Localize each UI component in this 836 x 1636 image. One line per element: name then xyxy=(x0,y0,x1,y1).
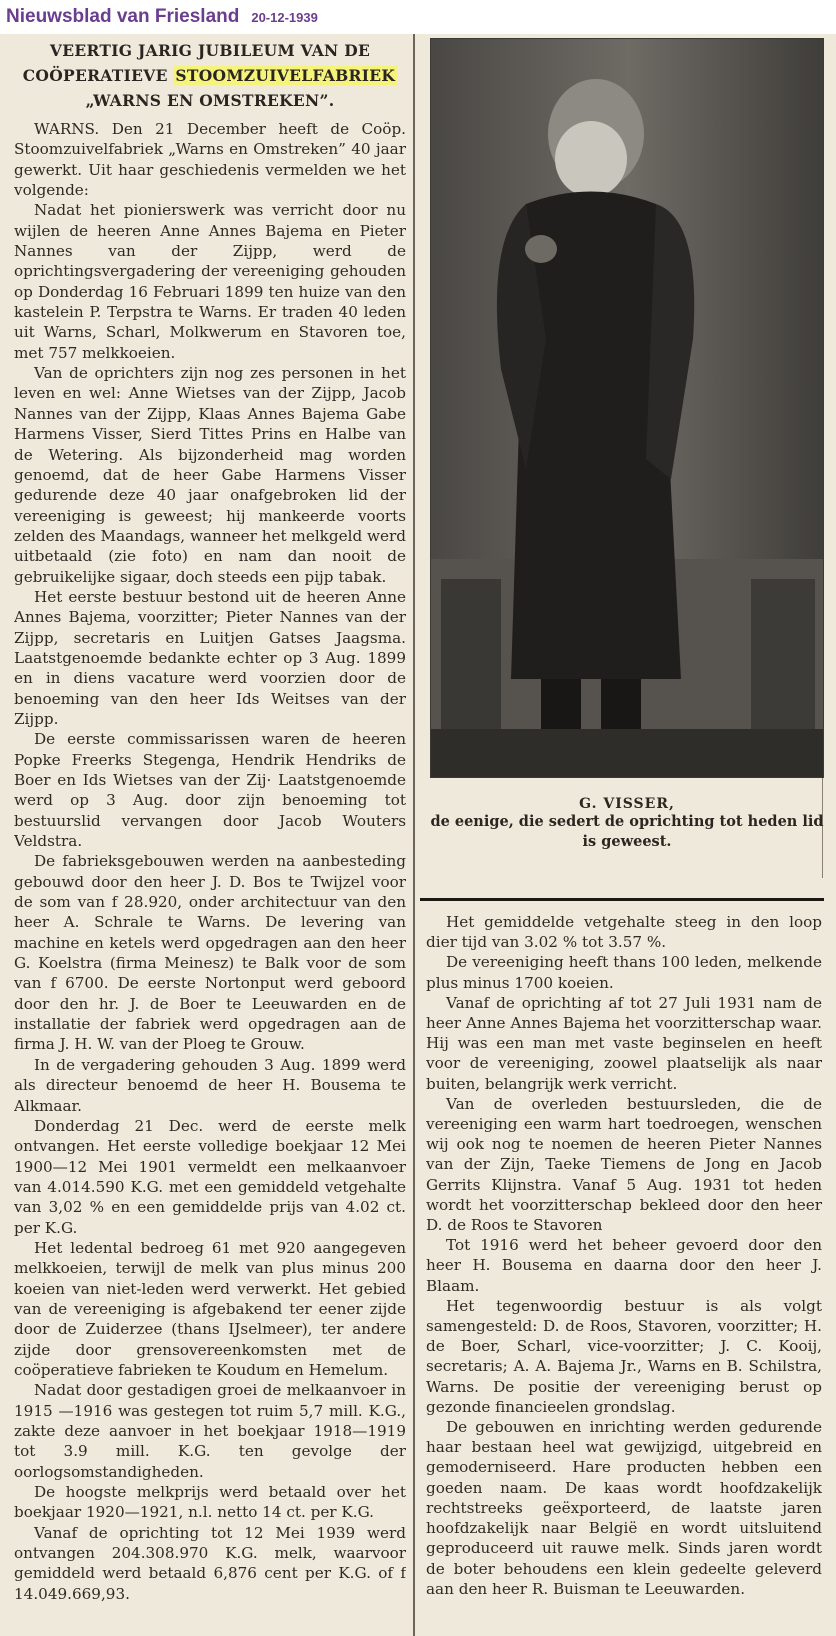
article-paragraph: De eerste commissarissen waren de heeren Popke Freerks Stegenga, Hendrik Hendriks de Boer en Ids Wietses van der Zij· Laatstgenoemde werd op 3 Aug. door zijn benoeming tot bestuurslid vervangen door Jacob Wouters Veldstra. xyxy=(14,730,406,851)
photo-caption xyxy=(426,796,828,852)
photo-image xyxy=(431,39,824,778)
article-paragraph: De fabrieksgebouwen werden na aanbesteding gebouwd door den heer J. D. Bos te Twijzel voor de som van f 28.920, onder architectuur van den heer A. Schrale te Warns. De levering van machine en ketels werd opgedragen aan den heer G. Koelstra (firma Meinesz) te Balk voor de som van f 6700. De eerste Nortonput werd geboord door den hr. J. de Boer te Leeuwarden en de installatie der fabriek werd opgedragen aan de firma J. H. W. van der Ploeg te Grouw. xyxy=(14,852,406,1054)
article-paragraph: De hoogste melkprijs werd betaald over het boekjaar 1920—1921, n.l. netto 14 ct. per K.G. xyxy=(14,1483,406,1522)
article-paragraph: Het eerste bestuur bestond uit de heeren Anne Annes Bajema, voorzitter; Pieter Nannes van der Zijpp, secretaris en Luitjen Gatses Jaagsma. Laatstgenoemde bedankte echter op 3 Aug. 1899 en in diens vacature werd voorzien door de benoeming van den heer Ids Weitses van der Zijpp. xyxy=(14,587,406,728)
article-paragraph: WARNS. Den 21 December heeft de Coöp. Stoomzuivelfabriek „Warns en Omstreken” 40 jaar gewerkt. Uit haar geschiedenis vermelden we het volgende: xyxy=(14,120,406,200)
article-paragraph: Van de overleden bestuursleden, die de vereeniging een warm hart toedroegen, wenschen wij ook nog te noemen de heeren Pieter Nannes van der Zijn, Taeke Tiemens de Jong en Jacob Gerrits Klijnstra. Vanaf 5 Aug. 1931 tot heden wordt het voorzitterschap bekleed door den heer D. de Roos te Stavoren xyxy=(426,1094,822,1235)
article-paragraph: Nadat het pionierswerk was verricht door nu wijlen de heeren Anne Annes Bajema en Pieter Nannes van der Zijpp, werd de oprichtingsvergadering der vereeniging gehouden op Donderdag 16 Februari 1899 ten huize van den kastelein P. Terpstra te Warns. Er traden 40 leden uit Warns, Scharl, Molkwerum en Stavoren toe, met 757 melkkoeien. xyxy=(14,201,406,362)
article-paragraph: Vanaf de oprichting af tot 27 Juli 1931 nam de heer Anne Annes Bajema het voorzitterschap waar. Hij was een man met vaste beginselen en heeft voor de vereeniging, zoowel plaatselijk als naar buiten, belangrijk werk verricht. xyxy=(426,993,822,1093)
issue-date: 20-12-1939 xyxy=(251,9,318,25)
headline-line-2 xyxy=(14,63,406,88)
clipping-header xyxy=(0,0,836,34)
headline-word: COÖPERATIEVE xyxy=(22,66,168,85)
column-divider xyxy=(413,34,415,1636)
article-paragraph: De vereeniging heeft thans 100 leden, melkende plus minus 1700 koeien. xyxy=(426,953,822,992)
portrait-photo xyxy=(430,38,824,778)
article-paragraph: Tot 1916 werd het beheer gevoerd door den heer H. Bousema en daarna door den heer J. Blaam. xyxy=(426,1236,822,1295)
headline-line-1: VEERTIG JARIG JUBILEUM VAN DE xyxy=(49,41,371,60)
article-paragraph: Het gemiddelde vetgehalte steeg in den loop dier tijd van 3.02 % tot 3.57 %. xyxy=(426,913,822,952)
article-paragraph: In de vergadering gehouden 3 Aug. 1899 werd als directeur benoemd de heer H. Bousema te Alkmaar. xyxy=(14,1055,406,1115)
article-body-right xyxy=(426,912,822,1599)
right-column xyxy=(426,34,828,1632)
caption-description: de eenige, die sedert de oprichting tot heden lid is geweest. xyxy=(430,813,824,850)
article-paragraph: Vanaf de oprichting tot 12 Mei 1939 werd ontvangen 204.308.970 K.G. melk, waarvoor gemiddeld werd betaald 6,876 cent per K.G. of f 14.049.669,93. xyxy=(14,1523,406,1603)
article-paragraph: Het ledental bedroeg 61 met 920 aangegeven melkkoeien, terwijl de melk van plus minus 200 koeien van niet-leden werd verwerkt. Het gebied van de vereeniging is afgebakend ter eener zijde door de Zuiderzee (thans IJselmeer), ter andere zijde door grensovereenkomsten met de coöperatieve fabrieken te Koudum en Hemelum. xyxy=(14,1238,406,1379)
article-paragraph: Nadat door gestadigen groei de melkaanvoer in 1915 —1916 was gestegen tot ruim 5,7 mill. K.G., zakte deze aanvoer in het boekjaar 1918—1919 tot 3.9 mill. K.G. ten gevolge der oorlogsomstandigheden. xyxy=(14,1381,406,1481)
left-column xyxy=(14,38,406,1632)
newspaper-page xyxy=(0,34,836,1636)
caption-name: G. VISSER, xyxy=(579,796,675,812)
article-paragraph: De gebouwen en inrichting werden gedurende haar bestaan heel wat gewijzigd, uitgebreid en gemoderniseerd. Hare producten hebben een goeden naam. De kaas wordt hoofdzakelijk rechtstreeks geëxporteerd, de laatste jaren hoofdzakelijk naar België en wordt uitsluitend geproduceerd uit rauwe melk. Sinds jaren wordt de boter behoudens een klein gedeelte geleverd aan den heer R. Buisman te Leeuwarden. xyxy=(426,1418,822,1598)
article-paragraph: Het tegenwoordig bestuur is als volgt samengesteld: D. de Roos, Stavoren, voorzitter; H. de Boer, Scharl, vice-voorzitter; J. C. Kooij, secretaris; A. A. Bajema Jr., Warns en B. Schilstra, Warns. De positie der vereeniging berust op gezonde financieelen grondslag. xyxy=(426,1296,822,1416)
article-body-left xyxy=(14,119,406,1604)
article-headline xyxy=(14,38,406,113)
newspaper-title: Nieuwsblad van Friesland xyxy=(6,6,240,27)
headline-line-3: „WARNS EN OMSTREKEN”. xyxy=(85,91,335,110)
article-paragraph: Donderdag 21 Dec. werd de eerste melk ontvangen. Het eerste volledige boekjaar 12 Mei 1900—12 Mei 1901 vermeldt een melkaanvoer van 4.014.590 K.G. met een gemiddeld vetgehalte van 3,02 % en een gemiddelde prijs van 4.02 ct. per K.G. xyxy=(14,1116,406,1237)
article-paragraph: Van de oprichters zijn nog zes personen in het leven en wel: Anne Wietses van der Zijpp, Jacob Nannes van der Zijpp, Klaas Annes Bajema Gabe Harmens Visser, Sierd Tittes Prins en Halbe van de Wetering. Als bijzonderheid mag worden genoemd, dat de heer Gabe Harmens Visser gedurende deze 40 jaar onafgebroken lid der vereeniging is geweest; hij mankeerde voorts zelden des Maandags, wanneer het melkgeld werd uitbetaald (zie foto) en nam dan nooit de gebruikelijke sigaar, doch steeds een pijp tabak. xyxy=(14,364,406,586)
highlighted-search-term: STOOMZUIVELFABRIEK xyxy=(175,66,396,85)
